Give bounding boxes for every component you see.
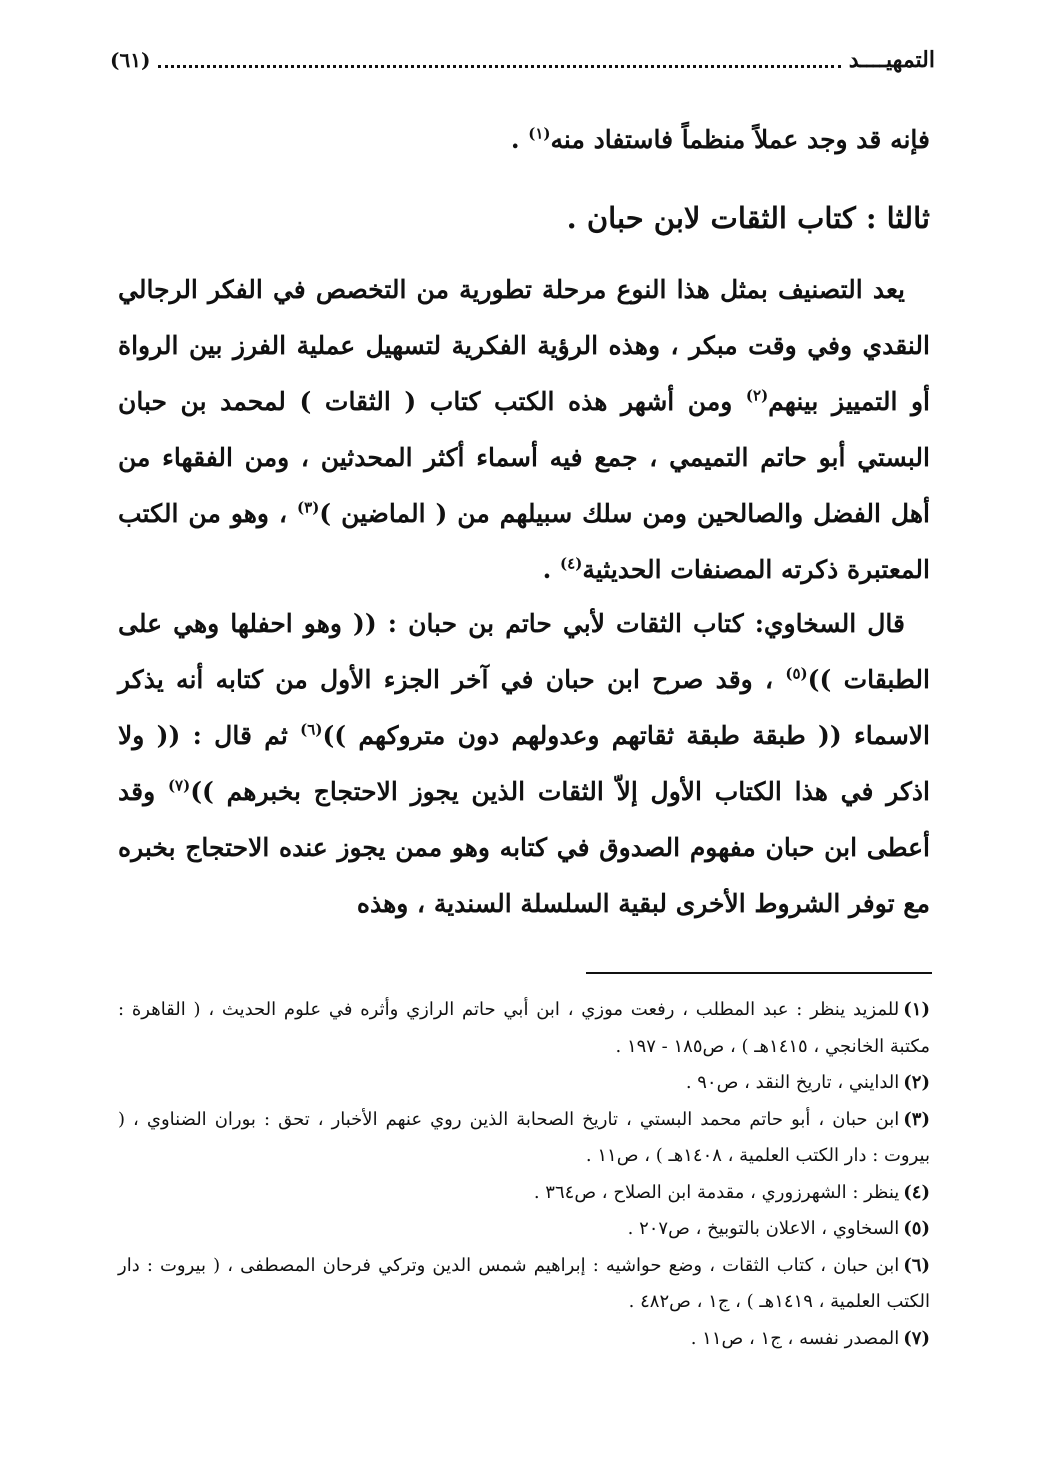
footnote-text: ابن حبان ، كتاب الثقات ، وضع حواشيه : إبراهيم شمس الدين وتركي فرحان المصطفى ، ( بيروت : دار الكتب العلمية ، ١٤١٩هـ ) ، ج١ ، ص٤٨٢ .	[118, 1254, 930, 1312]
footnote-item	[118, 1102, 930, 1175]
paragraph-2-text-d: وقد أعطى ابن حبان مفهوم الصدوق في كتابه وهو ممن يجوز عنده الاحتجاج بخبره مع توفر الشروط الأخرى لبقية السلسلة السندية ، وهذه	[118, 777, 930, 918]
paragraph-1-text-d: .	[542, 555, 561, 584]
footnote-item	[118, 1321, 930, 1358]
running-header	[110, 40, 935, 80]
section-heading: ثالثا : كتاب الثقات لابن حبان .	[566, 201, 930, 235]
footnote-number: (٢)	[903, 1072, 930, 1093]
footnote-text: للمزيد ينظر : عبد المطلب ، رفعت موزي ، ابن أبي حاتم الرازي وأثره في علوم الحديث ، ( القاهرة : مكتبة الخانجي ، ١٤١٥هـ ) ، ص١٨٥ - ١٩٧ .	[118, 999, 930, 1057]
footnote-ref-3[interactable]: (٣)	[297, 498, 320, 517]
paragraph-2-text-c: ثم قال : (( ولا اذكر في هذا الكتاب الأول إلاّ الثقات الذين يجوز الاحتجاج بخبرهم ))	[118, 721, 930, 806]
paragraph-1	[118, 262, 930, 598]
footnote-item	[118, 1248, 930, 1321]
footnote-ref-4[interactable]: (٤)	[560, 554, 583, 573]
paragraph-2-text-b: ، وقد صرح ابن حبان في آخر الجزء الأول من كتابه أنه يذكر الاسماء (( طبقة طبقة ثقاتهم وعدولهم دون متروكهم ))	[118, 665, 931, 750]
paragraph-2-text-a: قال السخاوي: كتاب الثقات لأبي حاتم بن حبان : (( وهو احفلها وهي على الطبقات ))	[118, 609, 930, 694]
footnotes	[118, 992, 930, 1357]
footnote-text: السخاوي ، الاعلان بالتوبيخ ، ص٢٠٧ .	[627, 1218, 900, 1239]
footnote-number: (٥)	[903, 1218, 930, 1239]
footnote-ref-7[interactable]: (٧)	[167, 776, 191, 795]
paragraph-1-text-c: ، وهو من الكتب المعتبرة ذكرته المصنفات الحديثية	[118, 499, 930, 584]
footnote-number: (٤)	[903, 1181, 930, 1203]
footnote-ref-5[interactable]: (٥)	[785, 664, 808, 683]
paragraph-1-text-b: ومن أشهر هذه الكتب كتاب ( الثقات ) لمحمد بن حبان البستي أبو حاتم التميمي ، جمع فيه أسماء أكثر المحدثين ، ومن الفقهاء من أهل الفضل والصالحين ومن سلك سبيلهم من ( الماضين )	[118, 387, 930, 528]
footnote-separator	[586, 972, 932, 974]
footnote-text: الدايني ، تاريخ النقد ، ص٩٠ .	[685, 1072, 900, 1093]
footnote-text: المصدر نفسه ، ج١ ، ص١١ .	[690, 1327, 900, 1349]
paragraph-2	[118, 596, 930, 932]
opening-text: فإنه قد وجد عملاً منظماً فاستفاد منه	[550, 125, 930, 154]
footnote-number: (٧)	[903, 1327, 930, 1349]
footnote-number: (٣)	[903, 1108, 930, 1130]
footnote-item	[118, 992, 930, 1065]
paragraph-1-text-a: يعد التصنيف بمثل هذا النوع مرحلة تطورية من التخصص في الفكر الرجالي النقدي وفي وقت مبكر ، وهذه الرؤية الفكرية لتسهيل عملية الفرز بين الرواة أو التمييز بينهم	[118, 275, 931, 416]
footnote-ref-1[interactable]: (١)	[528, 124, 551, 143]
opening-line	[118, 112, 930, 168]
footnote-ref-6[interactable]: (٦)	[300, 720, 323, 739]
opening-end: .	[510, 125, 529, 154]
footnote-text: ابن حبان ، أبو حاتم محمد البستي ، تاريخ الصحابة الذين روي عنهم الأخبار ، تحق : بوران الضناوي ، ( بيروت : دار الكتب العلمية ، ١٤٠٨هـ ) ، ص١١ .	[118, 1108, 930, 1166]
header-dot-leader	[158, 53, 840, 68]
footnote-item	[118, 1175, 930, 1212]
footnote-item	[118, 1065, 930, 1102]
footnote-number: (١)	[903, 999, 930, 1020]
footnote-number: (٦)	[903, 1254, 930, 1276]
page-number: (٦١)	[110, 48, 151, 72]
footnote-item	[118, 1211, 930, 1248]
header-title: التمهيــــد	[848, 47, 935, 73]
footnote-text: ينظر : الشهرزوري ، مقدمة ابن الصلاح ، ص٣٦٤ .	[533, 1181, 900, 1203]
footnote-ref-2[interactable]: (٢)	[745, 386, 769, 405]
